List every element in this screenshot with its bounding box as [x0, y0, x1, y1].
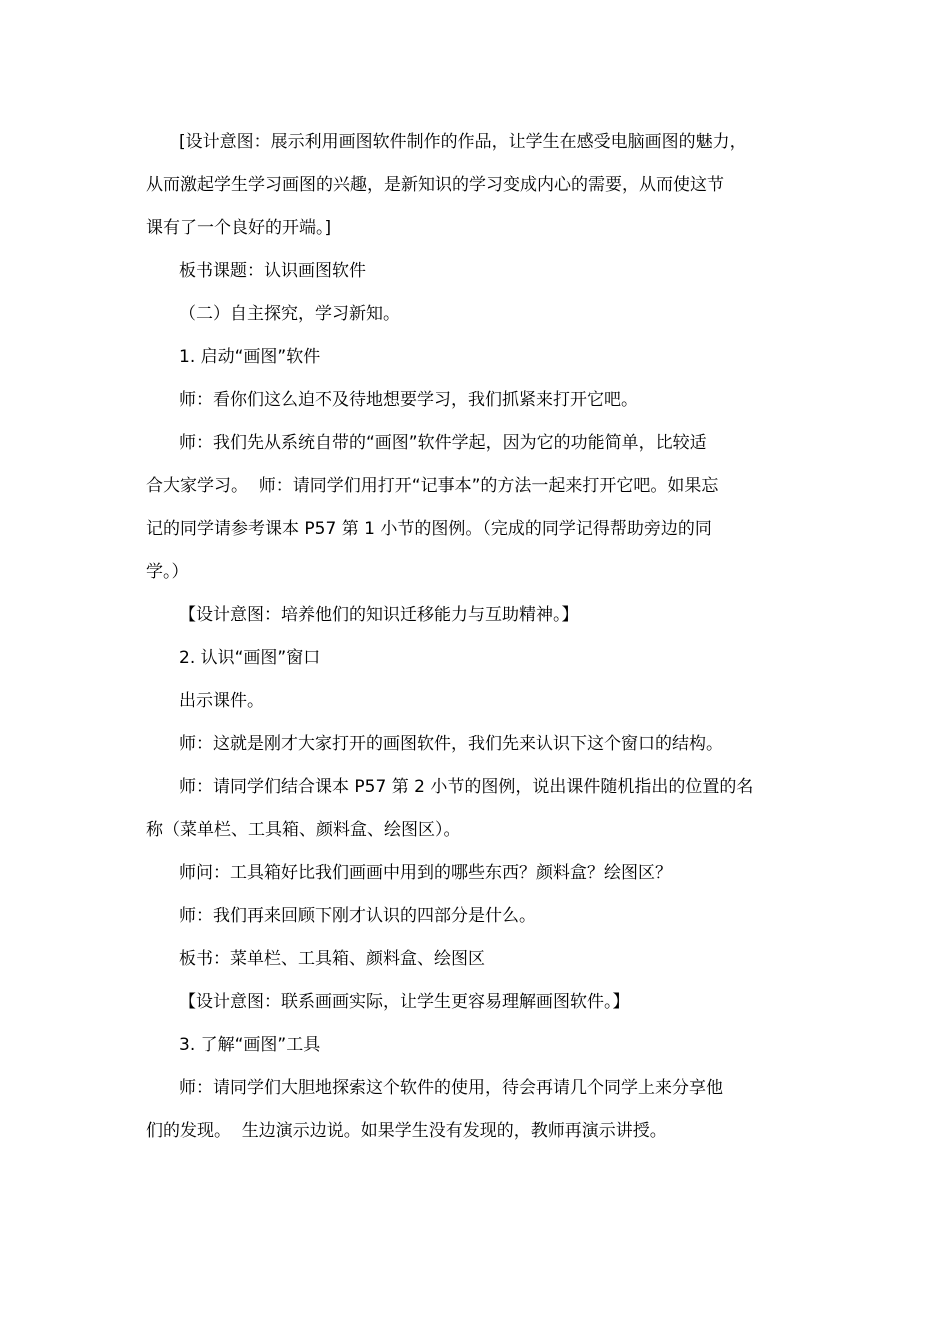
text-line: 合大家学习。 师：请同学们用打开“记事本”的方法一起来打开它吧。如果忘	[146, 476, 719, 496]
design-intent-line-2: 【设计意图：培养他们的知识迁移能力与互助精神。】	[179, 605, 579, 625]
text-line: [设计意图：展示利用画图软件制作的作品，让学生在感受电脑画图的魅力，	[179, 132, 747, 152]
step-heading-2: 2. 认识“画图”窗口	[179, 648, 321, 668]
text-line: 师：请同学们大胆地探索这个软件的使用，待会再请几个同学上来分享他	[179, 1078, 723, 1098]
text-line: 师：我们先从系统自带的“画图”软件学起，因为它的功能简单，比较适	[179, 433, 707, 453]
text-line: 称（菜单栏、工具箱、颜料盒、绘图区）。	[146, 820, 461, 840]
design-intent-paragraph-1	[146, 121, 811, 250]
text-line: 学。）	[146, 562, 189, 582]
board-title-line: 板书课题：认识画图软件	[179, 261, 366, 281]
design-intent-line-3: 【设计意图：联系画画实际，让学生更容易理解画图软件。】	[179, 992, 630, 1012]
text-line: 课有了一个良好的开端。]	[146, 218, 332, 238]
step-heading-1: 1. 启动“画图”软件	[179, 347, 321, 367]
text-line: 记的同学请参考课本 P57 第 1 小节的图例。（完成的同学记得帮助旁边的同	[146, 519, 712, 539]
text-line: 从而激起学生学习画图的兴趣，是新知识的学习变成内心的需要，从而使这节	[146, 175, 724, 195]
text-line: 师：请同学们结合课本 P57 第 2 小节的图例，说出课件随机指出的位置的名	[179, 777, 754, 797]
board-line: 板书：菜单栏、工具箱、颜料盒、绘图区	[179, 949, 485, 969]
teacher-line: 师：这就是刚才大家打开的画图软件，我们先来认识下这个窗口的结构。	[179, 734, 723, 754]
section-heading: （二）自主探究，学习新知。	[179, 304, 400, 324]
step-heading-3: 3. 了解“画图”工具	[179, 1035, 321, 1055]
teacher-question-line: 师问：工具箱好比我们画画中用到的哪些东西？颜料盒？绘图区？	[179, 863, 672, 883]
teacher-paragraph	[146, 422, 811, 594]
teacher-line: 师：我们再来回顾下刚才认识的四部分是什么。	[179, 906, 536, 926]
document-body	[146, 121, 811, 1153]
courseware-line: 出示课件。	[179, 691, 264, 711]
text-line: 们的发现。 生边演示边说。如果学生没有发现的，教师再演示讲授。	[146, 1121, 667, 1141]
teacher-paragraph	[146, 766, 811, 852]
teacher-paragraph	[146, 1067, 811, 1153]
teacher-line: 师：看你们这么迫不及待地想要学习，我们抓紧来打开它吧。	[179, 390, 638, 410]
